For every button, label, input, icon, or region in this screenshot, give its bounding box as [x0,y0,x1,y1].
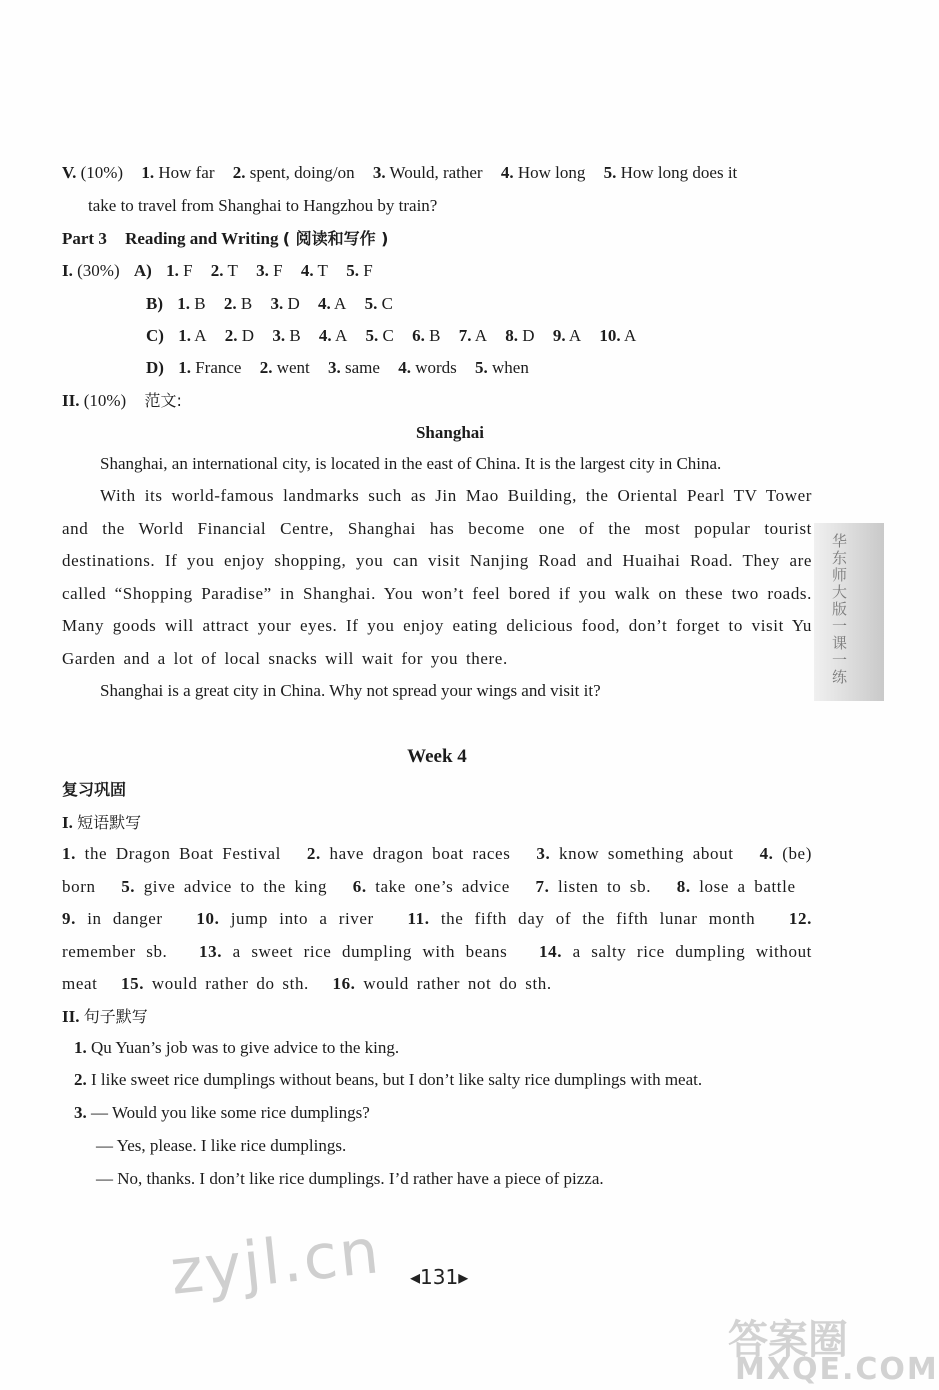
phrase-text: the Dragon Boat Festival [84,844,281,863]
phrase-number: 5. [121,876,136,896]
answer-text: D [241,326,255,345]
answer-text: D [287,294,300,313]
answer-number: 3. [372,163,386,182]
phrase-text: lose a battle [699,876,796,896]
answer-number: 4. [317,294,331,313]
answer-text: C [382,326,394,345]
review-section-title: 复习巩固 [62,780,127,799]
answer-text: F [363,261,373,280]
phrase-text: in danger [87,909,163,928]
group-label: A) [133,261,152,280]
answer-number: 5. [365,326,379,345]
sentence-heading [62,1006,148,1028]
answer-number: 3. [270,294,284,313]
answer-number: 1. [178,326,191,345]
answer-number: 8. [505,326,519,345]
sentence-item [74,1037,399,1059]
phrase-number: 2. [306,844,321,863]
answer-text: went [276,358,310,377]
phrase-number: 13. [199,941,223,961]
phrase-number: 6. [352,876,367,896]
logo-watermark: 答案圈 [728,1317,848,1363]
phrase-number: 16. [332,974,356,993]
answer-number: 5. [603,163,617,182]
answer-text: How long does it [620,163,738,182]
phrase-text: jump into a river [230,909,374,928]
answer-number: 4. [500,163,514,182]
answer-text: B [240,294,253,313]
phrase-text: (be) born [62,844,812,896]
domain-watermark: MXQE.COM [735,1352,939,1387]
phrase-number: 8. [676,876,691,896]
answer-text: D [522,326,535,345]
answer-number: 2. [210,261,224,280]
ii-percent: (10%) [83,391,127,410]
answer-text: words [415,358,457,377]
i-heading: I. [62,261,73,280]
phrase-text: a salty rice dumpling without meat [62,941,812,993]
part3-title-cn: ( 阅读和写作 ) [282,229,389,248]
sentence-number: 2. [74,1070,87,1089]
part3-i-a-line [62,260,373,282]
sentence-item [74,1102,370,1124]
phrase-heading-number: I. [62,813,73,832]
answer-text: How long [517,163,586,182]
answer-text: B [289,326,301,345]
answer-number: 2. [224,326,238,345]
answer-number: 7. [458,326,472,345]
answer-number: 4. [300,261,314,280]
essay-paragraph-3: Shanghai is a great city in China. Why not spread your wings and visit it? [100,681,601,700]
sentence-text: Qu Yuan’s job was to give advice to the king. [91,1038,400,1057]
side-tab [814,523,884,701]
phrase-number: 12. [788,909,812,928]
answer-text: Would, rather [389,163,483,182]
answer-text: F [183,261,193,280]
group-label: C) [146,326,164,345]
sentence-text: — Would you like some rice dumplings? [91,1103,370,1122]
answer-text: same [345,358,380,377]
essay-title: Shanghai [415,423,485,442]
part3-i-b-line [146,293,393,315]
answer-text: A [474,326,488,345]
answer-text: when [492,358,529,377]
part3-i-c-line [146,325,636,347]
answer-number: 5. [475,358,488,377]
answer-text: T [227,261,238,280]
dialogue-reply: — No, thanks. I don’t like rice dumplings. I’d rather have a piece of pizza. [96,1169,604,1188]
answer-number: 3. [256,261,269,280]
answer-number: 5. [346,261,359,280]
phrase-number: 15. [121,974,145,993]
answer-text: A [568,326,582,345]
v-heading: V. [62,163,77,182]
phrase-text: would rather not do sth. [363,974,552,993]
answer-text: A [334,294,347,313]
answer-text: C [381,294,393,313]
site-watermark: zyjl.cn [166,1214,385,1309]
answer-number: 1. [177,294,190,313]
phrase-text: have dragon boat races [329,844,511,863]
phrase-text: the fifth day of the fifth lunar month [440,909,756,928]
group-label: D) [146,358,164,377]
part3-ii-line [62,390,182,412]
part3-title-en: Reading and Writing [125,229,279,248]
answer-number: 10. [599,326,621,345]
phrase-text: give advice to the king [143,876,328,896]
answer-number: 1. [178,358,191,377]
part3-title: Part 3 [62,229,107,248]
answer-text: B [429,326,441,345]
answer-number: 3. [272,326,286,345]
answer-text: T [317,261,328,280]
phrase-text: would rather do sth. [151,974,309,993]
page-number: ◂131▸ [410,1265,469,1289]
part3-heading [62,228,388,250]
dialogue-reply: — Yes, please. I like rice dumplings. [96,1136,347,1155]
phrase-list [62,838,812,1001]
answer-number: 2. [232,163,246,182]
phrase-text: know something about [559,844,734,863]
sentence-heading-label: 句子默写 [83,1007,148,1026]
phrase-number: 1. [62,844,76,863]
part3-i-d-line [146,357,529,379]
answer-number: 4. [398,358,411,377]
week-title: Week 4 [407,746,467,767]
answer-number: 2. [259,358,273,377]
answer-number: 5. [364,294,378,313]
sentence-text: I like sweet rice dumplings without beans, but I don’t like salty rice dumplings with meat. [91,1070,703,1089]
v-percent: (10%) [80,163,124,182]
i-percent: (30%) [77,261,120,280]
answer-number: 4. [318,326,332,345]
answer-text: A [334,326,348,345]
sentence-heading-number: II. [62,1007,80,1026]
phrase-heading [62,812,141,834]
sentence-item [74,1069,702,1091]
answer-text: A [194,326,207,345]
phrase-number: 4. [759,844,774,863]
phrase-number: 10. [196,909,220,928]
answer-text: B [194,294,206,313]
phrase-text: a sweet rice dumpling with beans [232,941,508,961]
group-label: B) [146,294,163,313]
answer-number: 1. [166,261,179,280]
essay-paragraph-1: Shanghai, an international city, is located in the east of China. It is the largest city in China. [100,454,722,473]
phrase-number: 3. [536,844,551,863]
answer-text: How far [158,163,215,182]
answer-number: 6. [412,326,425,345]
part2-v-line [62,162,737,184]
essay-paragraph-2: With its world-famous landmarks such as Jin Mao Building, the Oriental Pearl TV Tower and the World Financial Centre, Shanghai has become one of the most popular tourist destinations. If you enjoy shopping, you can visit Nanjing Road and Huaihai Road. They are called “Shopping Paradise” in Shanghai. You won’t feel bored if you walk on these two roads. Many goods will attract your eyes. If you enjoy eating delicious food, don’t forget to visit Yu Garden and a lot of local snacks will wait for you there. [62,486,812,668]
answer-text: France [195,358,242,377]
sample-essay-label: 范文: [144,391,182,410]
sentence-number: 3. [74,1103,87,1122]
answer-text: spent, doing/on [249,163,355,182]
answer-number: 3. [328,358,341,377]
answer-number: 1. [141,163,155,182]
phrase-number: 11. [407,909,430,928]
v-continuation: take to travel from Shanghai to Hangzhou by train? [88,196,438,215]
phrase-number: 14. [539,941,563,961]
phrase-heading-label: 短语默写 [77,813,142,832]
phrase-number: 7. [535,876,550,896]
ii-heading: II. [62,391,80,410]
answer-number: 2. [223,294,237,313]
phrase-text: remember sb. [62,941,168,961]
sentence-number: 1. [74,1038,87,1057]
answer-number: 9. [552,326,566,345]
phrase-text: take one’s advice [375,876,510,896]
answer-text: F [273,261,283,280]
phrase-text: listen to sb. [557,876,652,896]
phrase-number: 9. [62,909,76,928]
answer-text: A [623,326,637,345]
side-tab-text: 华东师大版一课一练 [830,533,848,686]
